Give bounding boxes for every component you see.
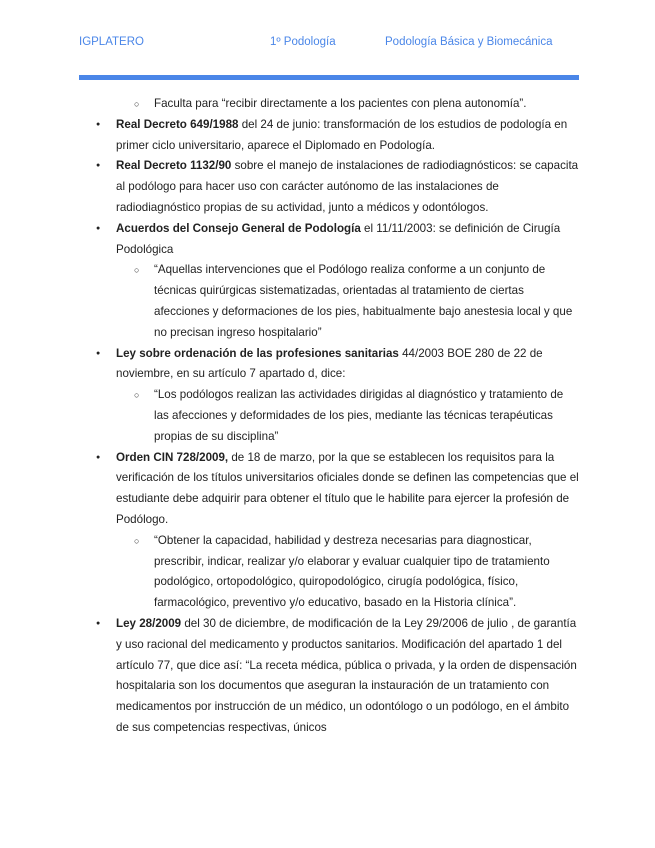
header-subject: Podología Básica y Biomecánica xyxy=(385,36,553,48)
bullet-ley-profesiones-sanitarias: ● Ley sobre ordenación de las profesiones sanitarias 44/2003 BOE 280 de 22 de noviembre, en su artículo 7 apartado d, dice: xyxy=(116,344,581,386)
bullet-ley-28-2009: ● Ley 28/2009 del 30 de diciembre, de modificación de la Ley 29/2006 de julio , de garantía y uso racional del medicamento y productos sanitarios. Modificación del apartado 1 del artículo 77, que dice así: “La receta médica, pública o privada, y la orden de dispensación hospitalaria son los documentos que aseguran la instauración de un tratamiento con medicamentos por instrucción de un médico, un odontólogo o un podólogo, en el ámbito de sus competencias respectivas, únicos xyxy=(116,614,581,739)
bullet-real-decreto-649-1988: ● Real Decreto 649/1988 del 24 de junio: transformación de los estudios de podología en primer ciclo universitario, aparece el Diplomado en Podología. xyxy=(116,115,581,157)
sub-bullet-competencias: ○ “Obtener la capacidad, habilidad y destreza necesarias para diagnosticar, prescribir, indicar, realizar y/o elaborar y evaluar cualquier tipo de tratamiento podológico, ortopodológico, quiropodológico, cirugía podológica, físico, farmacológico, preventivo y/o educativo, basado en la Historia clínica”. xyxy=(154,531,579,614)
sub-bullet-autonomia: ○ Faculta para “recibir directamente a los pacientes con plena autonomía”. xyxy=(154,94,579,115)
document-body xyxy=(0,94,655,739)
header-course: 1º Podología xyxy=(270,36,336,48)
header-author: IGPLATERO xyxy=(79,36,144,48)
bullet-real-decreto-1132-90: ● Real Decreto 1132/90 sobre el manejo de instalaciones de radiodiagnósticos: se capacita al podólogo para hacer uso con carácter autónomo de las instalaciones de radiodiagnóstico propias de su actividad, junto a médicos y odontólogos. xyxy=(116,156,581,218)
sub-bullet-cirugia-definicion: ○ “Aquellas intervenciones que el Podólogo realiza conforme a un conjunto de técnicas quirúrgicas sistematizadas, orientadas al tratamiento de ciertas afecciones y deformaciones de los pies, habitualmente bajo anestesia local y que no precisan ingreso hospitalario” xyxy=(154,260,579,343)
bullet-acuerdos-consejo: ● Acuerdos del Consejo General de Podología el 11/11/2003: se definición de Cirugía Podológica xyxy=(116,219,581,261)
header-divider xyxy=(79,75,579,80)
page-header xyxy=(0,36,655,52)
sub-bullet-podologos-actividades: ○ “Los podólogos realizan las actividades dirigidas al diagnóstico y tratamiento de las afecciones y deformidades de los pies, mediante las técnicas terapéuticas propias de su disciplina” xyxy=(154,385,579,447)
bullet-orden-cin-728-2009: ● Orden CIN 728/2009, de 18 de marzo, por la que se establecen los requisitos para la verificación de los títulos universitarios oficiales donde se definen las competencias que el estudiante debe adquirir para obtener el título que le habilite para ejercer la profesión de Podólogo. xyxy=(116,448,581,531)
